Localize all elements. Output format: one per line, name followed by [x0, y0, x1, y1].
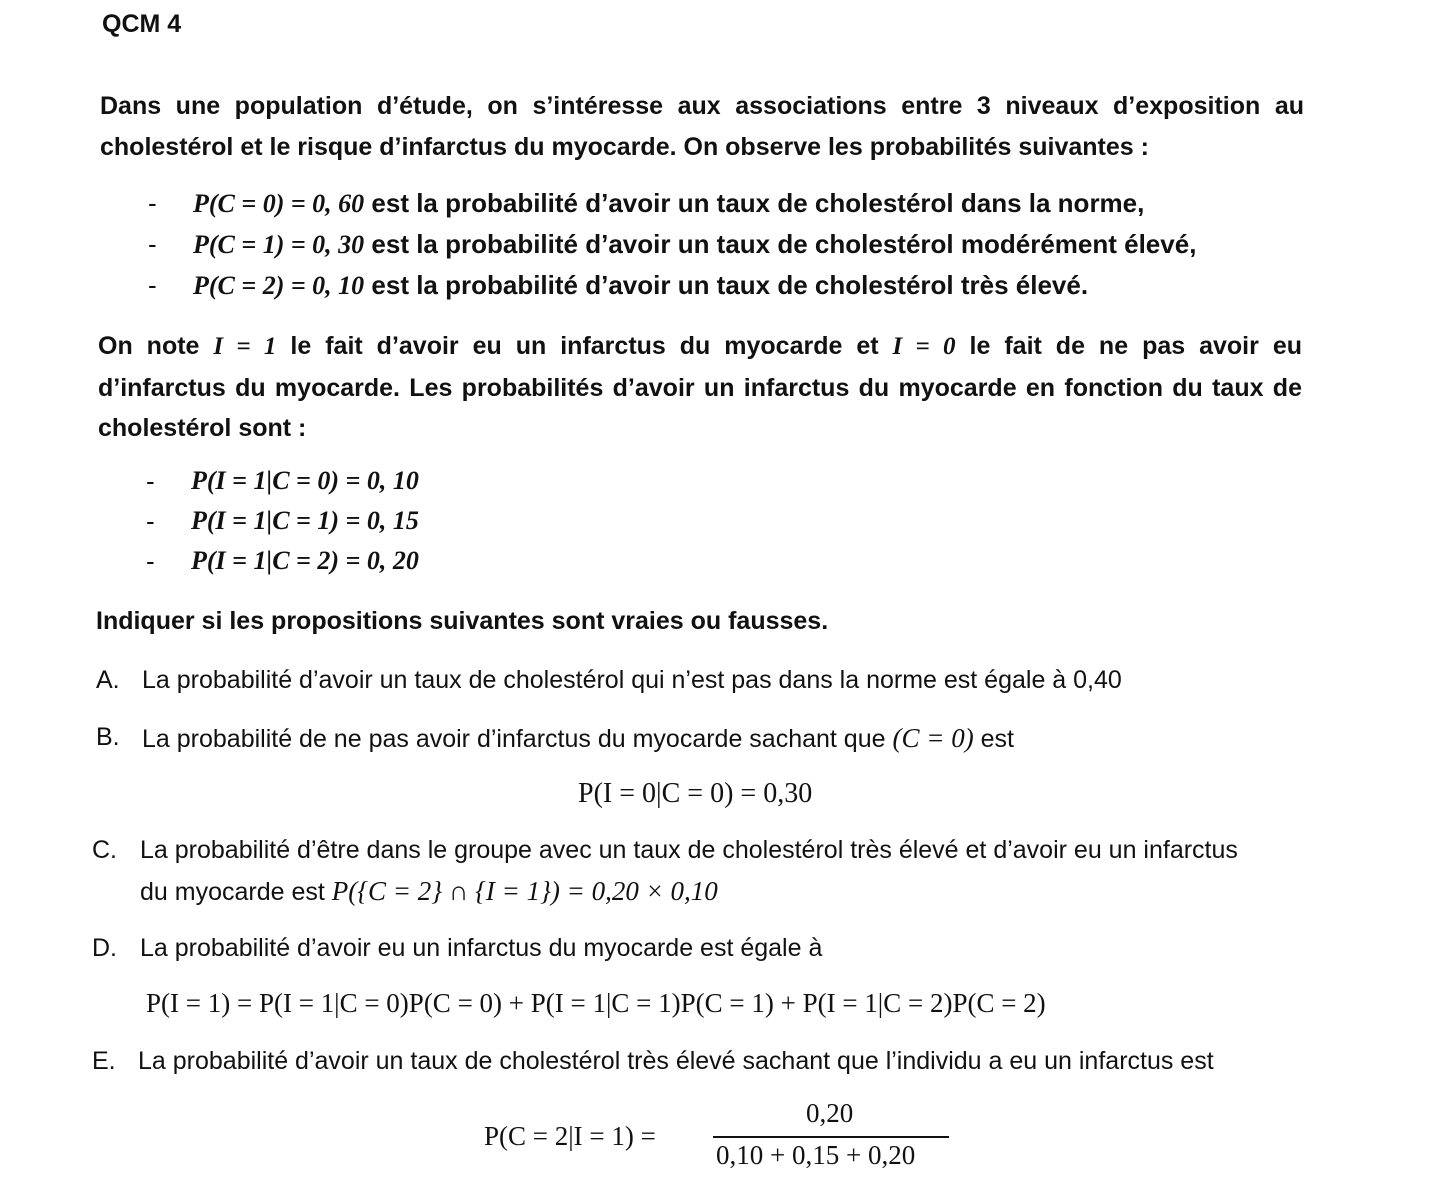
instruction: Indiquer si les propositions suivantes sont vraies ou fausses. — [96, 607, 829, 635]
prob-description: est la probabilité d’avoir un taux de cholestérol très élevé. — [364, 270, 1089, 300]
proposition-d-letter: D. — [92, 934, 117, 962]
proposition-a-letter: A. — [96, 666, 120, 694]
note-math: I = 0 — [892, 333, 956, 360]
proposition-a-text: La probabilité d’avoir un taux de cholestérol qui n’est pas dans la norme est égale à 0,40 — [142, 666, 1122, 694]
prop-text: La probabilité de ne pas avoir d’infarctus du myocarde sachant que — [142, 725, 893, 753]
proposition-d-formula: P(I = 1) = P(I = 1|C = 0)P(C = 0) + P(I = 1|C = 1)P(C = 1) + P(I = 1|C = 2)P(C = 2) — [146, 988, 1046, 1018]
prop-text: du myocarde est — [140, 878, 332, 906]
prob-formula: P(I = 1|C = 2) = 0, 20 — [191, 546, 419, 575]
note-text: le fait de ne pas avoir eu — [955, 332, 1302, 360]
exercise-title: QCM 4 — [102, 10, 182, 38]
prob-formula: P(I = 1|C = 1) = 0, 15 — [191, 506, 419, 535]
fraction-denominator: 0,10 + 0,15 + 0,20 — [716, 1140, 916, 1170]
prob-formula: P(C = 2) = 0, 10 — [193, 271, 365, 300]
proposition-b-text — [142, 723, 1014, 754]
proposition-e-text: La probabilité d’avoir un taux de cholestérol très élevé sachant que l’individu a eu un infarctus est — [138, 1047, 1214, 1075]
prob-formula: P(C = 0) = 0, 60 — [193, 189, 365, 218]
proposition-b-formula: P(I = 0|C = 0) = 0,30 — [578, 778, 813, 809]
bullet-dash: - — [148, 229, 157, 259]
prob-formula: P(C = 1) = 0, 30 — [193, 230, 365, 259]
note-line-3: cholestérol sont : — [98, 414, 307, 442]
note-math: I = 1 — [213, 333, 277, 360]
bullet-dash: - — [146, 506, 155, 536]
bullet-dash: - — [146, 466, 155, 496]
proposition-c-line-2 — [140, 876, 718, 907]
prob-description: est la probabilité d’avoir un taux de cholestérol modérément élevé, — [364, 229, 1197, 259]
proposition-e-letter: E. — [92, 1047, 116, 1075]
prop-math: P({C = 2} ∩ {I = 1}) = 0,20 × 0,10 — [331, 876, 718, 906]
note-text: le fait d’avoir eu un infarctus du myocarde et — [276, 332, 893, 360]
proposition-d-text: La probabilité d’avoir eu un infarctus du myocarde est égale à — [140, 934, 823, 962]
fraction-bar — [713, 1136, 949, 1138]
bullet-dash: - — [146, 546, 155, 576]
note-line-1 — [98, 326, 1302, 367]
note-text: On note — [98, 332, 214, 360]
bullet-dash: - — [148, 270, 157, 300]
prob-description: est la probabilité d’avoir un taux de cholestérol dans la norme, — [364, 188, 1145, 218]
prop-math: (C = 0) — [892, 723, 974, 753]
prob-formula: P(I = 1|C = 0) = 0, 10 — [191, 466, 419, 495]
proposition-b-letter: B. — [96, 723, 120, 751]
proposition-c-line-1: La probabilité d’être dans le groupe avec un taux de cholestérol très élevé et d’avoir eu un infarctus — [140, 836, 1238, 864]
intro-line-1: Dans une population d’étude, on s’intéresse aux associations entre 3 niveaux d’exposition au — [100, 92, 1304, 120]
proposition-c-letter: C. — [92, 836, 117, 864]
note-line-2: d’infarctus du myocarde. Les probabilités d’avoir un infarctus du myocarde en fonction du taux de — [98, 374, 1302, 402]
bullet-dash: - — [148, 188, 157, 218]
fraction-numerator: 0,20 — [806, 1098, 854, 1128]
prop-text: est — [973, 725, 1014, 753]
intro-line-2: cholestérol et le risque d’infarctus du myocarde. On observe les probabilités suivantes : — [100, 133, 1149, 161]
proposition-e-lhs: P(C = 2|I = 1) = — [484, 1121, 656, 1151]
